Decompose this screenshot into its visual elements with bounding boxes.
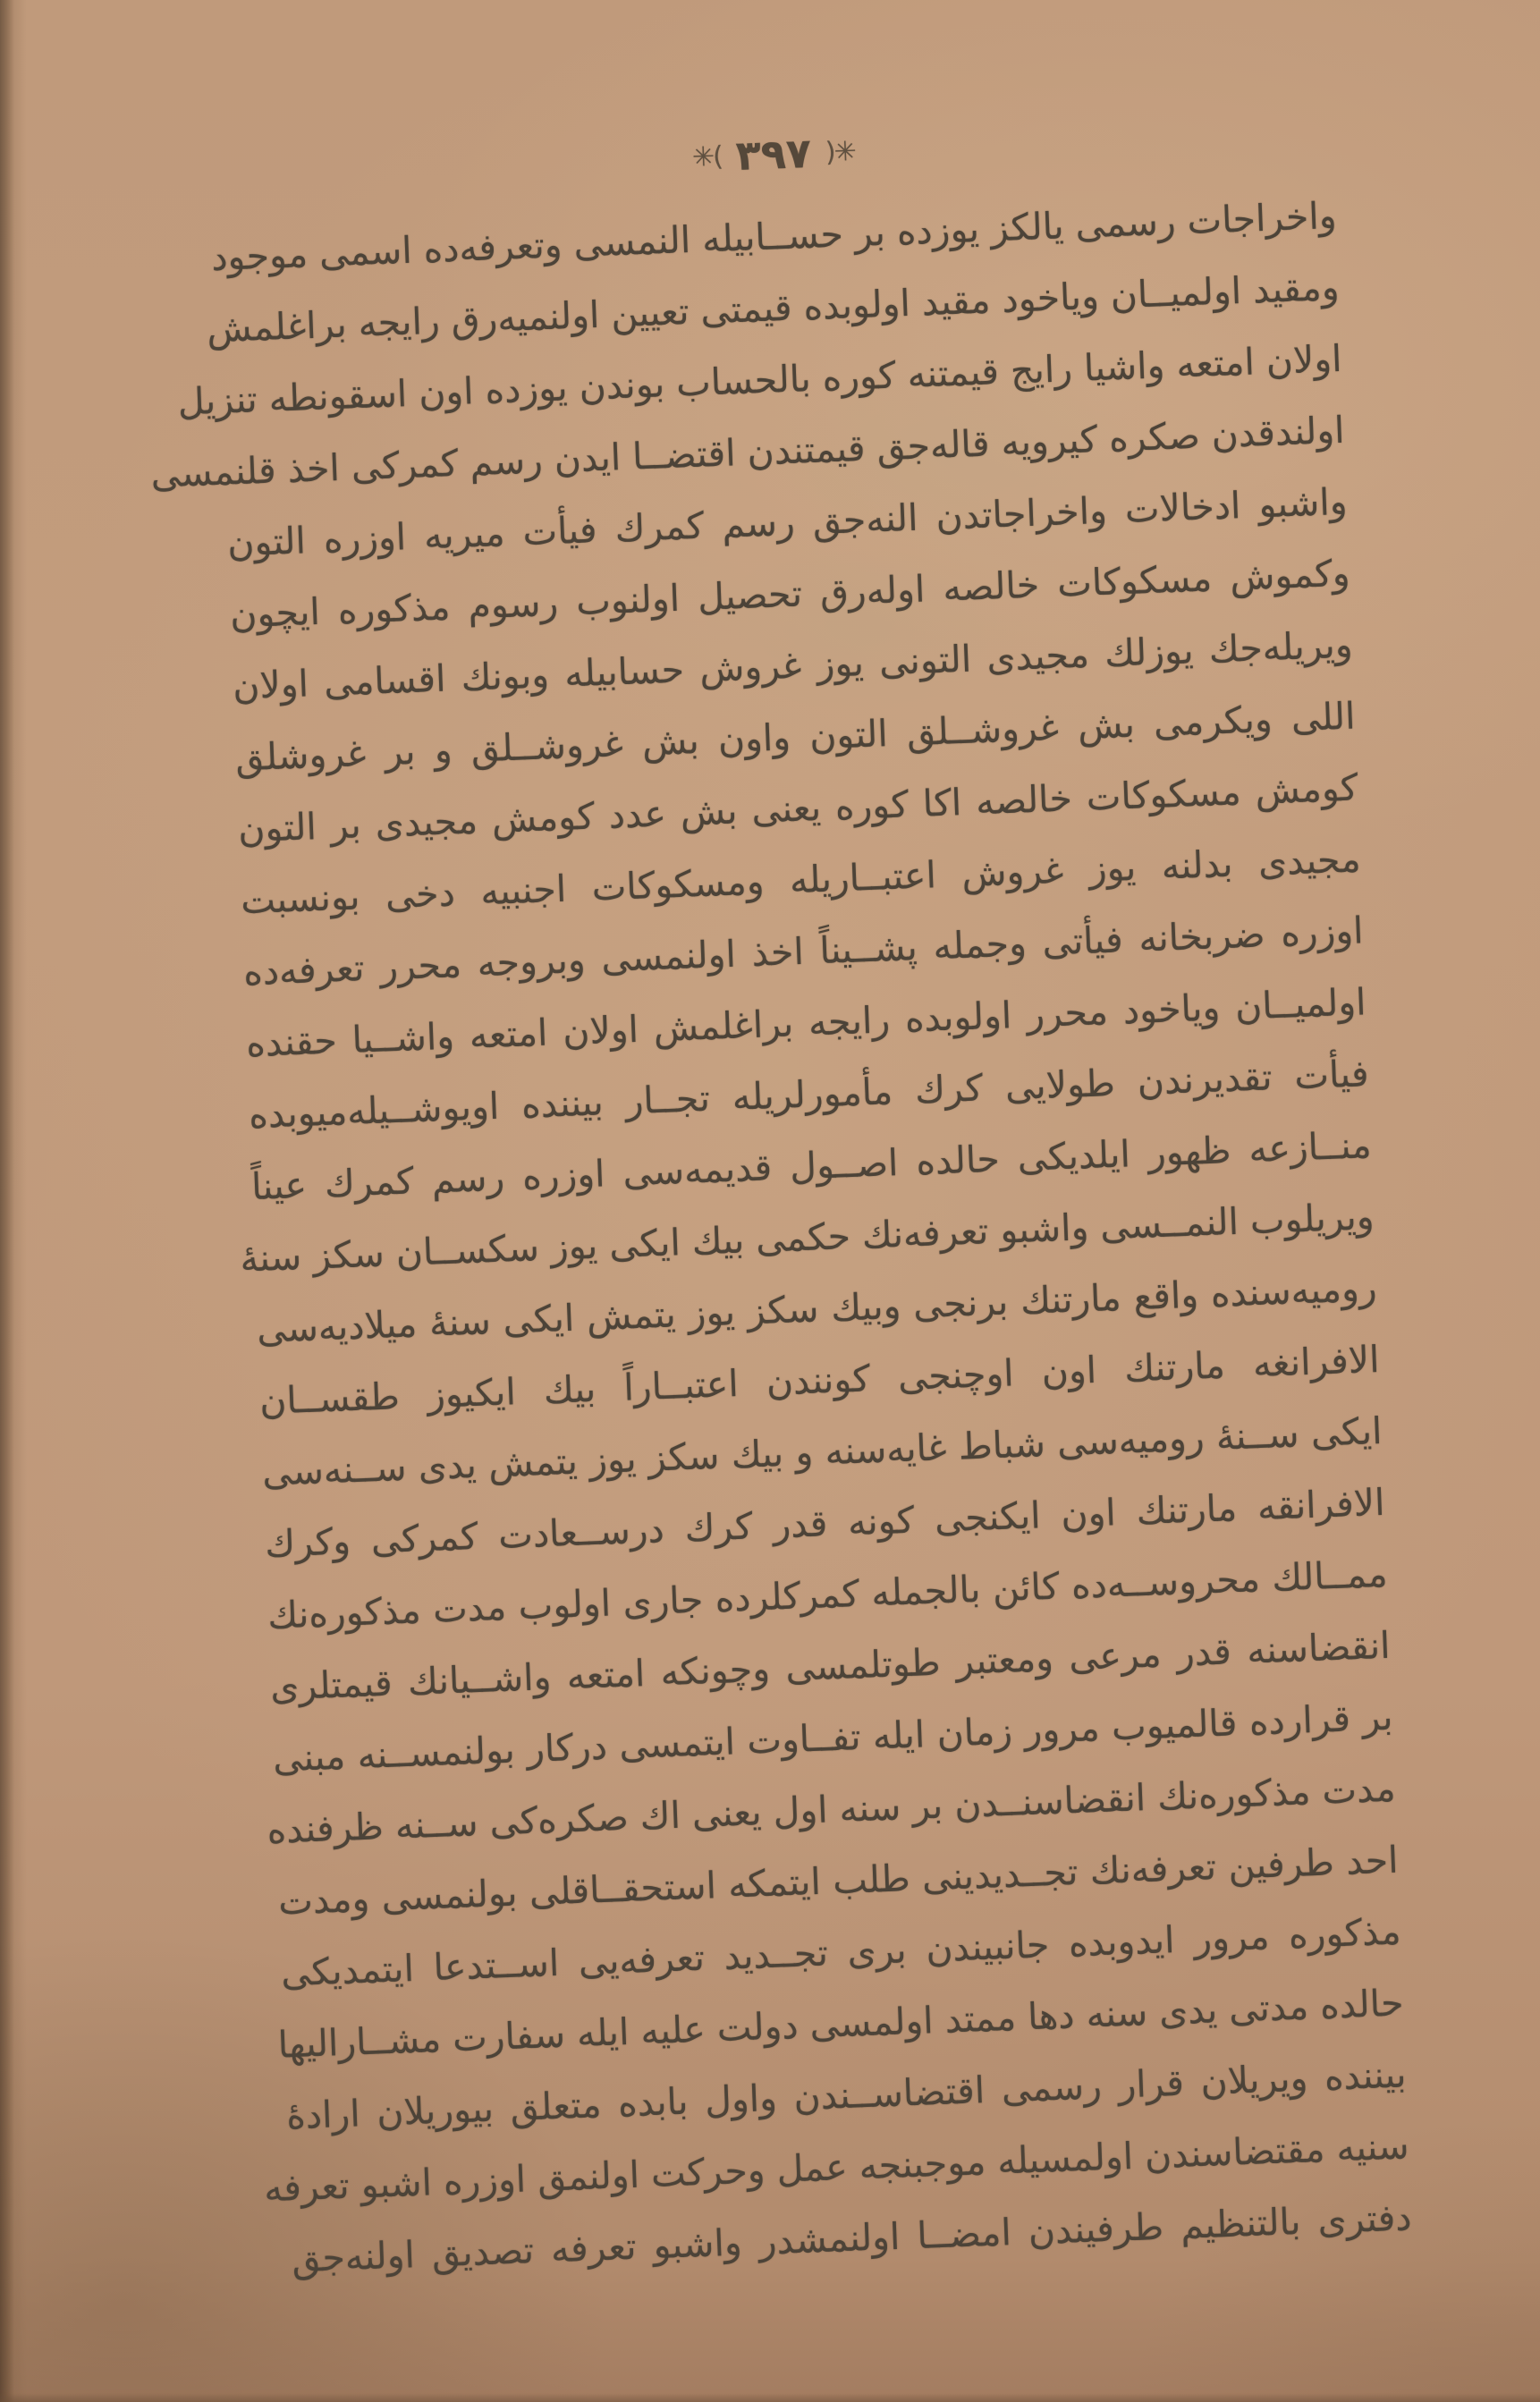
rosette-ornament-right-icon: )✳ (825, 135, 856, 168)
text-line: انقضاسنه قدر مرعى ومعتبر طوتلمسى وچونكه امتعه واشــيانك قيمتلرى (269, 1623, 1392, 1709)
page-number: ٣٩٧ (734, 128, 812, 181)
rosette-ornament-left-icon: ✳( (691, 140, 723, 173)
text-line: واخراجات رسمى يالكز يوزده بر حســابيله النمسى وتعرفه‌ده اسمى موجود (210, 193, 1338, 280)
text-line: سنيه مقتضاسندن اولمسيله موجبنجه عمل وحركت اولنمق اوزره اشبو تعرفه (263, 2124, 1410, 2211)
text-line: الافرانغه مارتنك اون اوچنجى كونندن اعتبــاراً بيك ايكيوز طقســان (258, 1338, 1381, 1423)
text-line: كومش مسكوكات خالصه اكا كوره يعنى بش عدد كومش مجيدى بر التون (237, 765, 1359, 851)
scan-bottom-edge (0, 2393, 1540, 2402)
text-line: الافرانقه مارتنك اون ايكنجى كونه قدر كرك درســعادت كمركى وكرك (264, 1480, 1386, 1566)
text-line: دفترى بالتنظيم طرفيندن امضــا اولنمشدر واشبو تعرفه تصديق اولنه‌جق (291, 2195, 1413, 2281)
text-line: بيننده ويريلان قرار رسمى اقتضاســندن واول بابده متعلق بيوريلان ارادهٔ (285, 2052, 1408, 2138)
text-line: واشبو ادخالات واخراجاتدن النه‌جق رسم كمرك فيأت ميريه اوزره التون (226, 479, 1349, 565)
text-line: وكموش مسكوكات خالصه اوله‌رق تحصيل اولنوب رسوم مذكوره ايچون (229, 551, 1351, 637)
text-line: اولندقدن صكره كيرويه قاله‌جق قيمتندن اقتضــا ايدن رسم كمركى اخذ قلنمسى (149, 408, 1346, 496)
text-line: مجيدى بدلنه يوز غروش اعتبــاريله ومسكوكات اجنبيه دخى بونسبت (240, 837, 1362, 923)
text-line: مدت مذكوره‌نك انقضاسنــدن بر سنه اول يعنى اك صكره‌كى ســنه ظرفنده (266, 1766, 1397, 1853)
text-line: بر قرارده قالميوب مرور زمان ايله تفــاوت ايتمسى دركار بولنمســنه مبنى (272, 1695, 1394, 1780)
body-text-block (149, 183, 1413, 2298)
text-line: مذكوره مرور ايدوبده جانبيندن برى تجــديد تعرفه‌يى اســتدعا ايتمديكى (280, 1909, 1402, 1995)
text-line: ممــالك محروســه‌ده كائن بالجمله كمركلرده جارى اولوب مدت مذكوره‌نك (267, 1552, 1389, 1637)
text-line: اللى ويكرمى بش غروشــلق التون واون بش غروشــلق و بر غروشلق (234, 694, 1357, 780)
text-line: اولميــان وياخود محرر اولوبده رايجه براغلمش اولان امتعه واشــيا حقنده (245, 980, 1367, 1066)
text-line: احد طرفين تعرفه‌نك تجــديدينى طلب ايتمكه استحقــاقلى بولنمسى ومدت (277, 1838, 1400, 1924)
text-line: حالده مدتى يدى سنه دها ممتد اولمسى دولت عليه ايله سفارت مشــاراليها (276, 1981, 1405, 2067)
text-line: اوزره ضربخانه فيأتى وجمله پشــيناً اخذ اولنمسى وبروجه محرر تعرفه‌ده (242, 909, 1365, 994)
scan-gutter-edge (0, 0, 27, 2402)
text-line: منــازعه ظهور ايلديكى حالده اصــول قديمه‌سى اوزره رسم كمرك عيناً (250, 1123, 1373, 1209)
printed-area (149, 90, 1413, 2298)
text-line: ويريلوب النمــسى واشبو تعرفه‌نك حكمى بيك ايكى يوز سكســان سكز سنهٔ (239, 1195, 1375, 1281)
text-line: روميه‌سنده واقع مارتنك برنجى وبيك سكز يوز يتمش ايكى سنهٔ ميلاديه‌سى (256, 1266, 1378, 1352)
text-line: اولان امتعه واشيا رايج قيمتنه كوره بالحساب بوندن يوزده اون اسقونطه تنزيل (176, 336, 1343, 424)
text-line: ويريله‌جك يوزلك مجيدى التونى يوز غروش حسابيله وبونك اقسامى اولان (232, 622, 1354, 708)
text-line: ومقيد اولميــان وياخود مقيد اولوبده قيمتى تعيين اولنميه‌رق رايجه براغلمش (206, 265, 1341, 351)
text-line: ايكى ســنهٔ روميه‌سى شباط غايه‌سنه و بيك سكز يوز يتمش يدى ســنه‌سى (261, 1408, 1383, 1494)
text-line: فيأت تقديرندن طولايى كرك مأمورلريله تجــار بيننده اويوشــيله‌ميوبده (248, 1052, 1370, 1138)
